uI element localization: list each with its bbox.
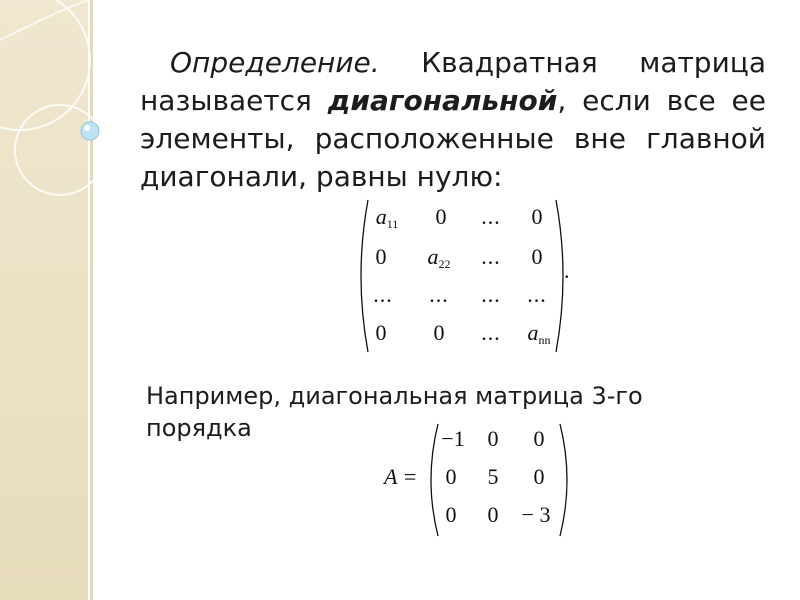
matrix-cell-r1c4: 0 (531, 204, 543, 229)
matrix-cell-r2c4: 0 (531, 244, 543, 269)
example-cell-r2c1: 0 (445, 464, 457, 489)
matrix-name-label: A = (384, 464, 418, 489)
definition-emphasis: диагональной (327, 84, 558, 117)
matrix-cell-r2c1: 0 (375, 244, 387, 269)
example-cell-r1c1: −1 (441, 426, 465, 451)
general-diagonal-matrix (356, 196, 576, 356)
example-cell-r1c3: 0 (533, 426, 545, 451)
matrix-cell-r1c1: $a_{11}$ (375, 204, 399, 231)
matrix-cell-r1c2: 0 (435, 204, 447, 229)
matrix-cell-r3c1: ... (373, 282, 393, 307)
example-cell-r2c3: 0 (533, 464, 545, 489)
matrix-trailing-period: . (564, 258, 570, 283)
definition-text-after: , если все ее элементы, расположенные вне главной диагонали, равны нулю: (140, 84, 766, 193)
example-cell-r1c2: 0 (487, 426, 499, 451)
matrix-cell-r3c3: ... (481, 282, 501, 307)
definition-paragraph (140, 44, 766, 196)
example-cell-r3c1: 0 (445, 502, 457, 527)
decorative-circles-graphic (0, 0, 160, 260)
matrix-cell-r3c2: ... (429, 282, 449, 307)
matrix-cell-r4c4: $a_{nn}$ (527, 320, 551, 347)
matrix-cell-r1c3: ... (481, 204, 501, 229)
example-matrix (384, 420, 584, 540)
definition-term: Определение. (170, 46, 380, 79)
example-cell-r3c2: 0 (487, 502, 499, 527)
matrix-cell-r4c1: 0 (375, 320, 387, 345)
matrix-cell-r4c2: 0 (433, 320, 445, 345)
matrix-cell-r3c4: ... (527, 282, 547, 307)
matrix-cell-r4c3: ... (481, 320, 501, 345)
matrix-cell-r2c2: $a_{22}$ (427, 244, 451, 271)
matrix-cell-r2c3: ... (481, 244, 501, 269)
definition-text-before: Квадратная матрица называется (140, 46, 766, 117)
example-text: Например, диагональная матрица 3-го порядка (146, 382, 643, 442)
example-cell-r3c3: − 3 (521, 502, 551, 527)
example-cell-r2c2: 5 (487, 464, 499, 489)
